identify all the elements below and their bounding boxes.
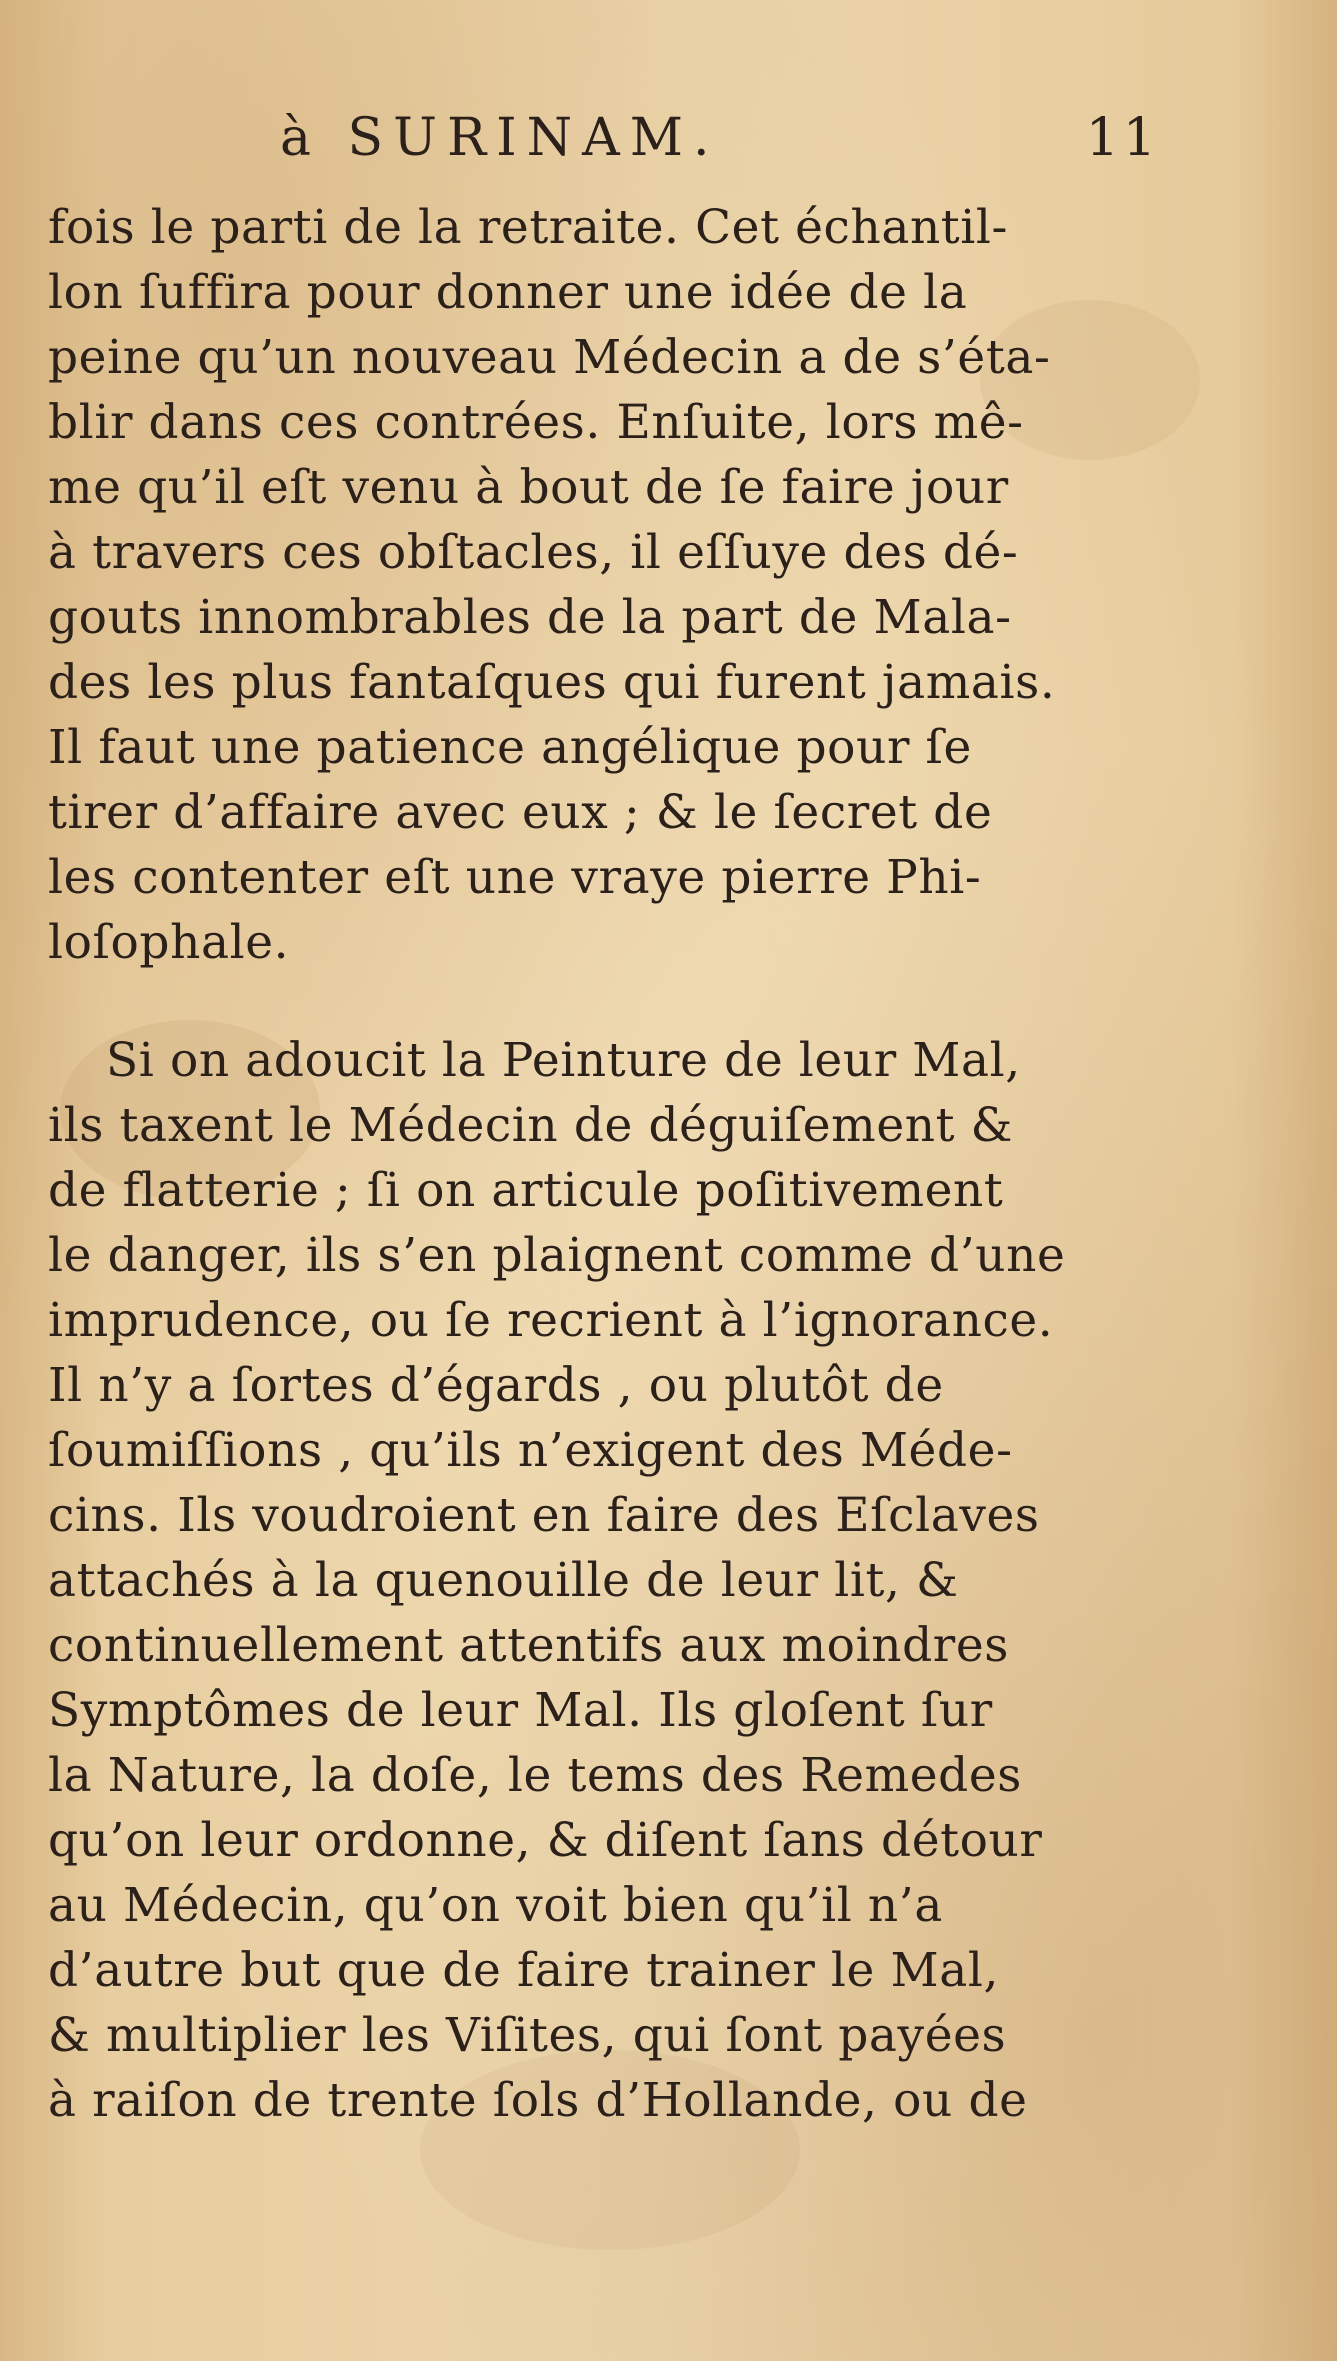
text-line: les contenter eſt une vraye pierre Phi- — [48, 850, 982, 905]
text-line: à travers ces obſtacles, il eſſuye des dé- — [48, 525, 1019, 580]
text-line: le danger, ils s’en plaignent comme d’une — [48, 1228, 1066, 1283]
text-line: tirer d’affaire avec eux ; & le ſecret de — [48, 785, 993, 840]
text-line: Si on adoucit la Peinture de leur Mal, — [106, 1033, 1021, 1088]
text-line: peine qu’un nouveau Médecin a de s’éta- — [48, 330, 1051, 385]
text-line: fois le parti de la retraite. Cet échantil- — [48, 200, 1009, 255]
text-line: ſoumiſſions , qu’ils n’exigent des Méde- — [48, 1423, 1013, 1478]
page-header — [280, 108, 1160, 188]
text-line: & multiplier les Viſites, qui ſont payées — [48, 2008, 1007, 2063]
text-line: Symptômes de leur Mal. Ils gloſent ſur — [48, 1683, 993, 1738]
text-line: de flatterie ; ſi on articule poſitivement — [48, 1163, 1004, 1218]
text-line: Il n’y a ſortes d’égards , ou plutôt de — [48, 1358, 944, 1413]
text-line: imprudence, ou ſe recrient à l’ignorance. — [48, 1293, 1054, 1348]
text-line: d’autre but que de faire trainer le Mal, — [48, 1943, 1000, 1998]
text-line: qu’on leur ordonne, & diſent ſans détour — [48, 1813, 1043, 1868]
text-line: cins. Ils voudroient en faire des Eſclaves — [48, 1488, 1040, 1543]
text-line: Il faut une patience angélique pour ſe — [48, 720, 972, 775]
text-line: blir dans ces contrées. Enſuite, lors mê- — [48, 395, 1024, 450]
text-line: continuellement attentifs aux moindres — [48, 1618, 1009, 1673]
paragraph-2 — [48, 1028, 1158, 2133]
page-number: 11 — [1085, 108, 1160, 168]
text-line: ils taxent le Médecin de déguiſement & — [48, 1098, 1014, 1153]
text-line: à raiſon de trente ſols d’Hollande, ou de — [48, 2073, 1028, 2128]
text-line: lon ſuffira pour donner une idée de la — [48, 265, 968, 320]
text-line: la Nature, la doſe, le tems des Remedes — [48, 1748, 1023, 1803]
text-line: des les plus fantaſques qui furent jamais. — [48, 655, 1056, 710]
text-line: au Médecin, qu’on voit bien qu’il n’a — [48, 1878, 943, 1933]
text-line: attachés à la quenouille de leur lit, & — [48, 1553, 959, 1608]
text-line: me qu’il eſt venu à bout de ſe faire jour — [48, 460, 1009, 515]
text-line: gouts innombrables de la part de Mala- — [48, 590, 1012, 645]
paragraph-1 — [48, 195, 1158, 975]
running-title: à SURINAM. — [280, 108, 720, 168]
text-line: loſophale. — [48, 915, 290, 970]
